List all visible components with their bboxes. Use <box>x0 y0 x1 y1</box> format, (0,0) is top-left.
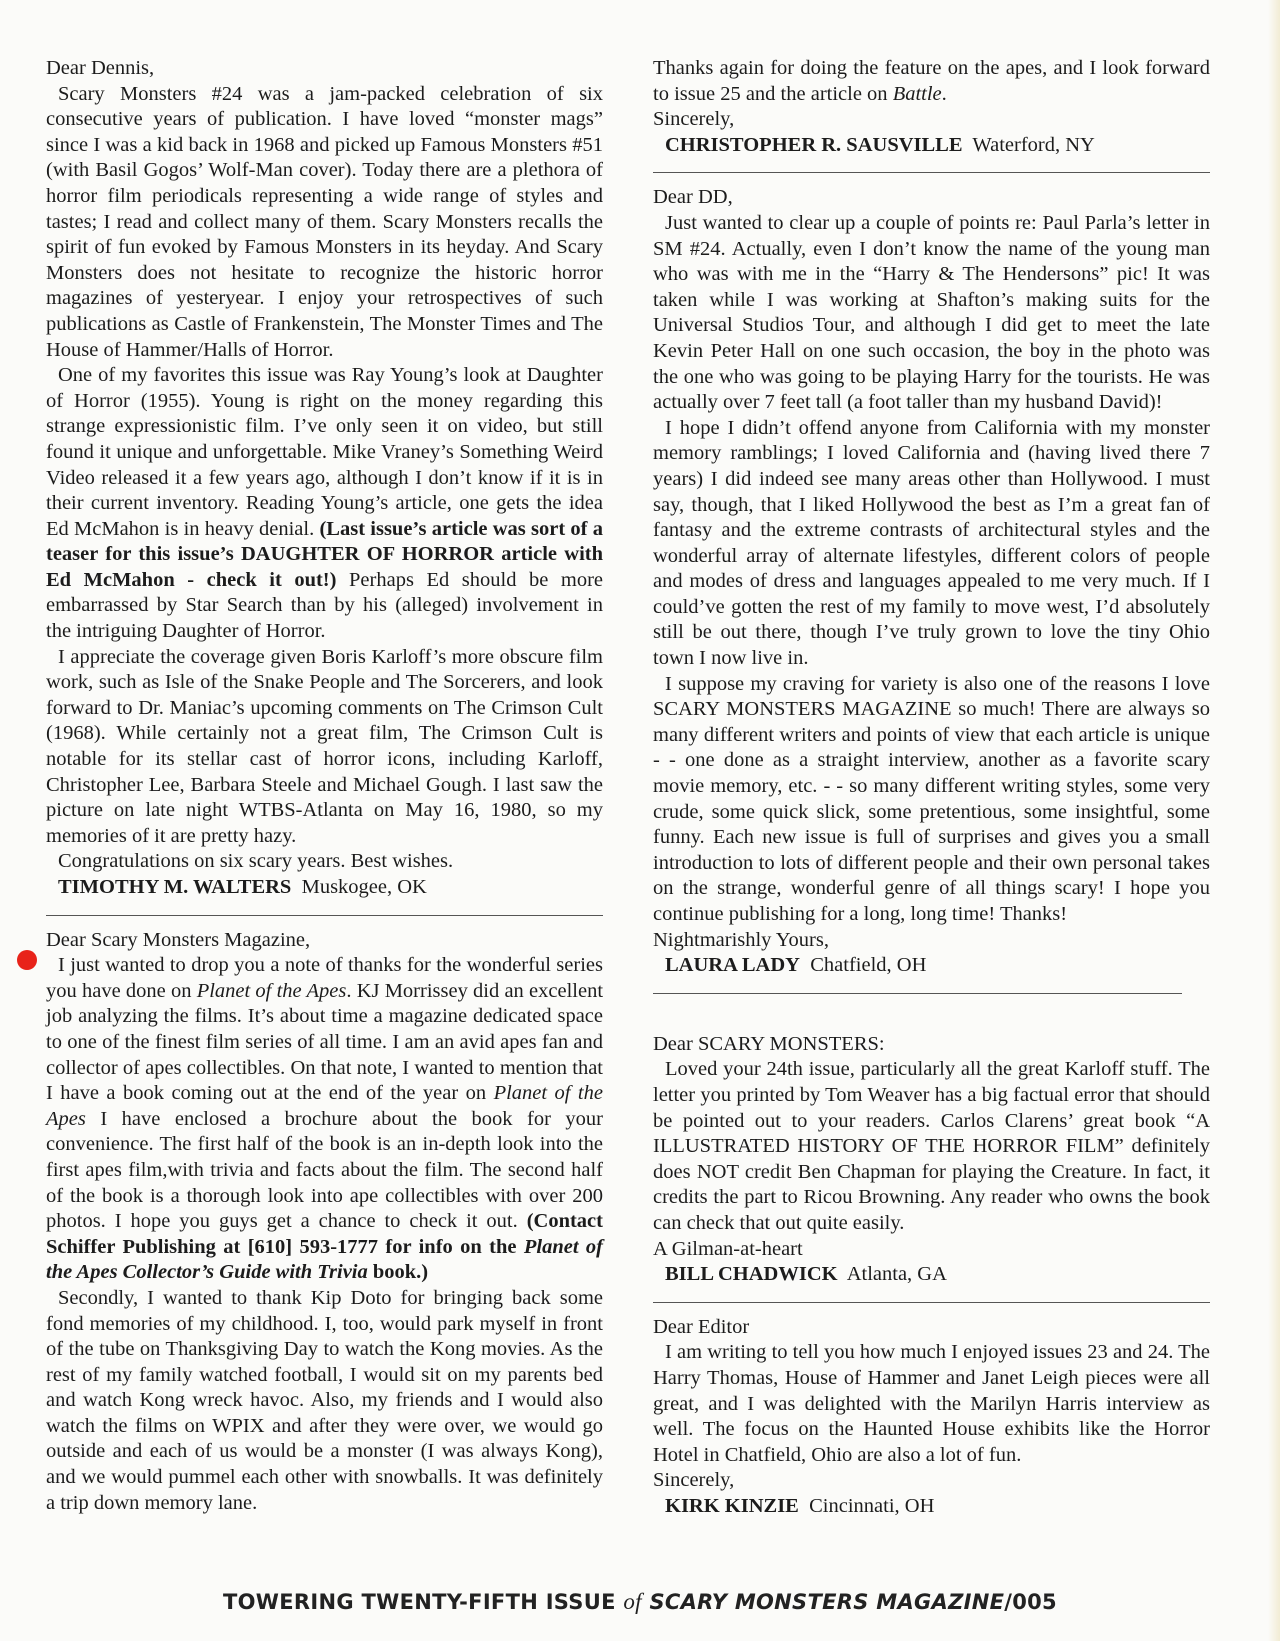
letter-paragraph <box>653 56 1210 107</box>
footer-issue-label: TOWERING TWENTY-FIFTH ISSUE <box>223 1590 616 1614</box>
letter-paragraph: Congratulations on six scary years. Best wishes. <box>58 850 454 873</box>
footer-magazine-name: SCARY MONSTERS MAGAZINE <box>649 1590 1005 1614</box>
letter-chadwick <box>653 1032 1210 1288</box>
red-dot-marker <box>17 950 37 970</box>
letter-paragraph: Just wanted to clear up a couple of points re: Paul Parla’s letter in SM #24. Actually, even I don’t know the name of the young man who was with me in the “Harry & The Hendersons” pic! It was taken while I was working at Shafton’s making suits for the Universal Studios Tour, and although I did get to meet the late Kevin Peter Hall on one such occasion, the boy in the photo was the one who was going to be playing Harry for the tourists. He was actually over 7 feet tall (a foot taller than my husband David)! <box>653 211 1210 414</box>
letter-paragraph: Secondly, I wanted to thank Kip Doto for bringing back some fond memories of my childhood. I, too, would park myself in front of the tube on Thanksgiving Day to watch the Kong movies. As the rest of my family watched football, I would sit on my parents bed and watch Kong wreck havoc. Also, my friends and I would also watch the films on WPIX and after they were over, we would go outside and each of us would be a monster (I was always Kong), and we would pummel each other with snowballs. It was definitely a trip down memory lane. <box>46 1286 603 1514</box>
letter-salutation: Dear Scary Monsters Magazine, <box>46 928 311 951</box>
letter-paragraph: I suppose my craving for variety is also one of the reasons I love SCARY MONSTERS MAGAZINE so much! There are always so many different writers and points of view that each article is unique - - one done as a straight interview, another as a favorite scary movie memory, etc. - - so many different writing styles, some very crude, some quick slick, some pretentious, some insightful, some funny. Each new issue is full of surprises and gives you a small introduction to lots of different people and their own personal takes on the strange, wonderful genre of all things scary! I hope you continue publishing for a long, long time! Thanks! <box>653 672 1210 925</box>
signature-place: Chatfield, OH <box>810 954 927 977</box>
signature-place: Waterford, NY <box>972 133 1095 156</box>
film-title: Planet of the Apes <box>196 979 347 1002</box>
signature-name: LAURA LADY <box>665 954 800 977</box>
editor-note: book.) <box>367 1261 429 1284</box>
letter-paragraph: Loved your 24th issue, particularly all the great Karloff stuff. The letter you printed by Tom Weaver has a big factual error that should be pointed out to your readers. Carlos Clarens’ great book “A ILLUSTRATED HISTORY OF THE HORROR FILM” definitely does NOT credit Ben Chapman for playing the Creature. In fact, it credits the part to Ricou Browning. Any reader who owns the book can check that out quite easily. <box>653 1058 1210 1234</box>
letter-signature <box>653 953 1210 979</box>
paragraph-text: I just wanted to drop you a note of thanks for the wonderful series you have done on <box>46 954 603 1002</box>
letter-signature <box>653 133 1210 159</box>
letter-signature <box>653 1262 1210 1288</box>
letter-paragraph: Scary Monsters #24 was a jam-packed celebration of six consecutive years of publication. I have loved “monster mags” since I was a kid back in 1968 and picked up Famous Monsters #51 (with Basil Gogos’ Wolf-Man cover). Today there are a plethora of horror film periodicals representing a wide range of styles and tastes; I read and collect many of them. Scary Monsters recalls the spirit of fun evoked by Famous Monsters in its heyday. And Scary Monsters does not hesitate to recognize the historic horror magazines of yesteryear. I enjoy your retrospectives of such publications as Castle of Frankenstein, The Monster Times and The House of Hammer/Halls of Horror. <box>46 82 603 361</box>
letter-kinzie <box>653 1315 1210 1520</box>
letter-paragraph: I hope I didn’t offend anyone from California with my monster memory ramblings; I loved California and (having lived there 7 years) I did indeed see many areas other than Hollywood. I must say, though, that I liked Hollywood the best as I’m a great fan of fantasy and the extreme contrasts of architectural styles and the wonderful array of alternate lifestyles, different colors of people and modes of dress and languages appealed to me very much. If I could’ve gotten the rest of my family to move west, I’d absolutely still be out there, though I’ve truly grown to love the tiny Ohio town I now live in. <box>653 416 1210 670</box>
paragraph-text: . <box>941 82 947 105</box>
signature-name: TIMOTHY M. WALTERS <box>58 876 292 898</box>
spacer <box>653 1006 1210 1032</box>
letter-laura-lady <box>653 185 1210 978</box>
letter-paragraph <box>46 953 603 1286</box>
editor-note: (Contact Schiffer Publishing at [610] 593-1777 for info on the <box>46 1210 603 1258</box>
paragraph-text: One of my favorites this issue was Ray Young’s look at Daughter of Horror (1955). Young is right on the money regarding this strange expressionistic film. I’ve only seen it on video, but still found it unique and unforgettable. Mike Vraney’s Something Weird Video released it a few years ago, although I don’t know if it is in their current inventory. Reading Young’s article, one gets the idea Ed McMahon is in heavy denial. <box>46 364 603 540</box>
signature-place: Atlanta, GA <box>846 1263 947 1286</box>
paragraph-text: Perhaps Ed should be more embarrassed by Star Search than by his (alleged) involvement in the intriguing Daughter of Horror. <box>46 568 603 643</box>
letter-paragraph <box>46 363 603 645</box>
letter-signature <box>46 875 603 901</box>
letter-walters <box>46 56 603 901</box>
footer-page-number: /005 <box>1004 1590 1057 1614</box>
signature-name: KIRK KINZIE <box>665 1494 799 1517</box>
letter-divider <box>653 1302 1210 1303</box>
letter-paragraph: I appreciate the coverage given Boris Karloff’s more obscure film work, such as Isle of the Snake People and The Sorcerers, and look forward to Dr. Maniac’s upcoming comments on The Crimson Cult (1968). While certainly not a great film, The Crimson Cult is notable for its stellar cast of horror icons, including Karloff, Christopher Lee, Barbara Steele and Michael Gough. I last saw the picture on late night WTBS-Atlanta on May 16, 1980, so my memories of it are pretty hazy. <box>46 645 603 847</box>
page-edge <box>1268 0 1280 1641</box>
signature-place: Muskogee, OK <box>301 876 427 898</box>
film-title: Planet of the Apes <box>46 1082 603 1130</box>
letter-divider <box>46 915 603 916</box>
paragraph-text: Thanks again for doing the feature on the apes, and I look forward to issue 25 and the article on <box>653 57 1210 105</box>
letter-closing: Sincerely, <box>653 108 735 131</box>
letter-salutation: Dear SCARY MONSTERS: <box>653 1032 885 1055</box>
letter-sausville-continued <box>653 56 1210 158</box>
letter-salutation: Dear Editor <box>653 1315 750 1338</box>
paragraph-text: . KJ Morrissey did an excellent job analyzing the films. It’s about time a magazine dedicated space to one of the finest film series of all time. I am an avid apes fan and collector of apes collectibles. On that note, I wanted to mention that I have a book coming out at the end of the year on <box>46 979 604 1105</box>
letter-salutation: Dear DD, <box>653 186 733 209</box>
letter-sausville <box>46 928 603 1517</box>
right-column <box>653 56 1210 1519</box>
letter-closing: Nightmarishly Yours, <box>653 928 829 951</box>
footer-of: of <box>623 1589 642 1614</box>
left-column <box>46 56 603 1516</box>
book-title: Planet of the Apes Collector’s Guide with Trivia <box>46 1235 603 1284</box>
page-footer <box>0 1589 1280 1615</box>
letter-divider <box>653 993 1182 994</box>
signature-place: Cincinnati, OH <box>809 1494 935 1517</box>
paragraph-text: I have enclosed a brochure about the book for your convenience. The first half of the book is an in-depth look into the first apes film,with trivia and facts about the film. The second half of the book is a thorough look into ape collectibles with over 200 photos. I hope you guys get a chance to check it out. <box>46 1107 603 1233</box>
signature-name: BILL CHADWICK <box>665 1263 838 1286</box>
letter-salutation: Dear Dennis, <box>46 57 155 79</box>
letter-closing: A Gilman-at-heart <box>653 1237 803 1260</box>
letter-closing: Sincerely, <box>653 1469 735 1492</box>
signature-name: CHRISTOPHER R. SAUSVILLE <box>665 133 963 156</box>
film-title: Battle <box>892 82 942 105</box>
editor-note: (Last issue’s article was sort of a teaser for this issue’s DAUGHTER OF HORROR article with Ed McMahon - check it out!) <box>46 517 603 591</box>
letter-paragraph: I am writing to tell you how much I enjoyed issues 23 and 24. The Harry Thomas, House of Hammer and Janet Leigh pieces were all great, and I was delighted with the Marilyn Harris interview as well. The focus on the Haunted House exhibits like the Horror Hotel in Chatfield, Ohio are also a lot of fun. <box>653 1341 1210 1466</box>
letter-divider <box>653 172 1210 173</box>
letter-signature <box>653 1494 1210 1520</box>
